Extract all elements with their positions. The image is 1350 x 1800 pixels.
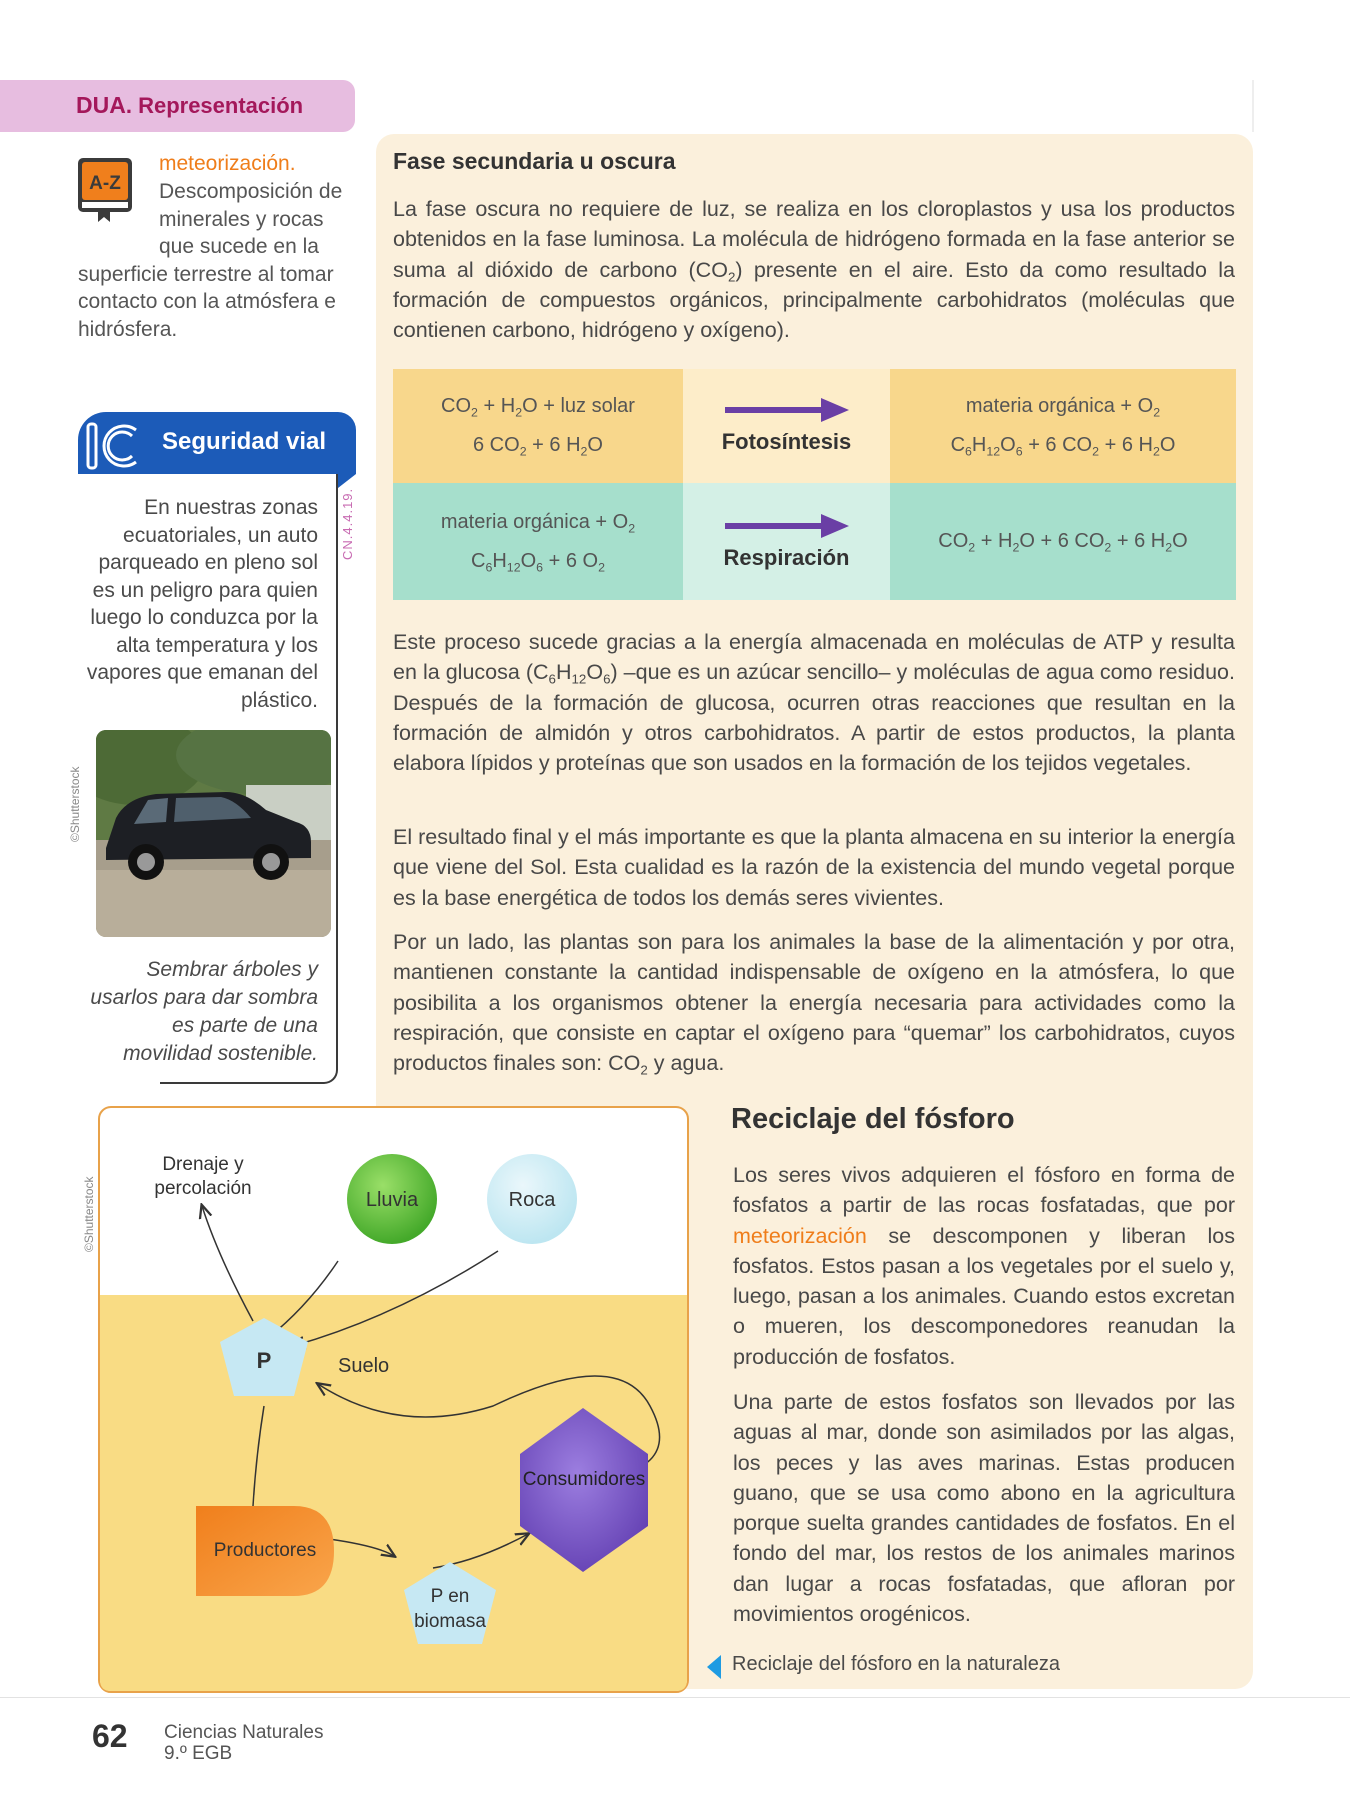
- eq-line: $CO_2 + H_2O$ + luz solar: [441, 395, 635, 420]
- book-title: [164, 1722, 323, 1764]
- section-title: Fase secundaria u oscura: [393, 148, 676, 174]
- figure-caption: Reciclaje del fósforo en la naturaleza: [732, 1653, 1060, 1675]
- paragraph-energy: El resultado final y el más importante es que la planta almacena en su interior la energía que viene del Sol. Esta cualidad es la razón de la existencia del mundo vegetal porque es la base energética de todos los demás seres vivientes.: [393, 825, 1235, 910]
- respiration-process: [683, 483, 890, 600]
- phosphorus-cycle-diagram: [98, 1106, 690, 1694]
- car-photo: [96, 730, 331, 937]
- dua-title: DUA: [76, 92, 126, 118]
- eq-line: materia orgánica + $O_2$: [440, 510, 636, 535]
- diagram-credit: ©Shutterstock: [82, 1176, 96, 1252]
- glossary-term: meteorización.: [159, 152, 296, 175]
- book-name: Ciencias Naturales: [164, 1722, 324, 1743]
- p-label: P: [256, 1348, 272, 1373]
- page-number: 62: [92, 1718, 128, 1754]
- glossary-definition-text: Descomposición de minerales y rocas que sucede en la superficie terrestre al tomar contacto con la atmósfera e hidrósfera.: [78, 180, 343, 341]
- page-edge: [1252, 80, 1254, 132]
- arrow-right-icon: [725, 513, 849, 539]
- producers-label: Productores: [213, 1540, 317, 1561]
- rock-label: Roca: [508, 1189, 556, 1211]
- consumers-label: Consumidores: [522, 1469, 646, 1490]
- footer-divider: [0, 1697, 1350, 1698]
- paragraph-atp: Este proceso sucede gracias a la energía almacenada en moléculas de ATP y resulta en la glucosa $(C_6H_{12}O_6)$ –que es un azúcar sencillo– y moléculas de agua como residuo. Después de la formación de glucosa, ocurren otras reacciones que resultan en la formación de almidón y otros carbohidratos. A partir de estos productos, la planta elabora lípidos y proteínas que son usados en la formación de los tejidos vegetales.: [393, 630, 1235, 776]
- biomass-label: P en: [430, 1586, 470, 1607]
- photosynthesis-process: [683, 369, 890, 483]
- eq-line: materia orgánica + $O_2$: [965, 395, 1161, 420]
- glossary-link[interactable]: meteorización: [733, 1223, 867, 1248]
- dua-subtitle: . Representación: [125, 93, 304, 118]
- safety-tab: [78, 412, 356, 474]
- ic-logo-icon: [84, 420, 144, 472]
- soil-label: Suelo: [338, 1355, 390, 1377]
- biomass-label: biomasa: [414, 1611, 486, 1632]
- eq-line: $C_6H_{12}O_6 + 6$ $CO_2 + 6$ $H_2O$: [950, 434, 1176, 459]
- paragraph-dark-phase: La fase oscura no requiere de luz, se realiza en los cloroplastos y usa los productos obtenidos en la fase luminosa. La molécula de hidrógeno formada en la fase anterior se suma al dióxido de carbono $(CO_2)$ presente en el aire. Esto da como resultado la formación de compuestos orgánicos, principalmente carbohidratos (moléculas que contienen carbono, hidrógeno y oxígeno).: [393, 197, 1235, 343]
- safety-title: Seguridad vial: [162, 428, 327, 455]
- drainage-label: percolación: [154, 1178, 252, 1199]
- photosynthesis-label: Fotosíntesis: [721, 429, 852, 454]
- paragraph-phosphates: Los seres vivos adquieren el fósforo en forma de fosfatos a partir de las rocas fosfatadas, que por meteorización se descomponen y liberan los fosfatos. Estos pasan a los vegetales por el suelo y, luego, pasan a los animales. Cuando estos excretan o mueren, los descomponedores reanudan la producción de fosfatos.: [733, 1163, 1235, 1369]
- caption-triangle-icon: [707, 1655, 721, 1679]
- eq-line: $CO_2 + H_2O + 6$ $CO_2 + 6$ $H_2O$: [938, 530, 1188, 555]
- arrow-right-icon: [725, 397, 849, 423]
- safety-text: En nuestras zonas ecuatoriales, un auto parqueado en pleno sol es un peligro para quien luego lo conduzca por la alta temperatura y los vapores que emanan del plástico.: [86, 496, 318, 712]
- photosynthesis-reactants: [393, 369, 683, 483]
- drainage-label: Drenaje y: [162, 1154, 244, 1175]
- photo-caption: Sembrar árboles y usarlos para dar sombra es parte de una movilidad sostenible.: [90, 958, 318, 1065]
- book-grade: 9.º EGB: [164, 1743, 233, 1764]
- respiration-products: [890, 483, 1236, 600]
- safety-corner: [338, 474, 356, 488]
- paragraph-sea: Una parte de estos fosfatos son llevados por las aguas al mar, donde son asimilados por las algas, los peces y las aves marinas. Estas producen guano, que se usa como abono en la agricultura porque suelta grandes cantidades de fosfatos. En el fondo del mar, los restos de los animales marinos dan lugar a rocas fosfatadas, que afloran por movimientos orogénicos.: [733, 1390, 1235, 1627]
- equation-table: [393, 369, 1236, 600]
- safety-code: CN.4.4.19.: [340, 487, 355, 560]
- glossary-definition: [78, 178, 350, 343]
- photo-credit: ©Shutterstock: [68, 766, 82, 842]
- eq-line: 6 $CO_2 + 6$ $H_2O$: [473, 434, 603, 459]
- respiration-label: Respiración: [723, 544, 850, 570]
- az-icon-label: A-Z: [89, 173, 121, 194]
- photosynthesis-products: [890, 369, 1236, 483]
- dua-header: [0, 80, 355, 132]
- paragraph-oxygen: Por un lado, las plantas son para los animales la base de la alimentación y por otra, mantienen constante la cantidad indispensable de oxígeno en la atmósfera, lo que posibilita a los organismos obtener la energía necesaria para actividades como la respiración, que consiste en captar el oxígeno para “quemar” los carbohidratos, cuyos productos finales son: $CO_2$ y agua.: [393, 930, 1235, 1078]
- respiration-reactants: [393, 483, 683, 600]
- rain-label: Lluvia: [365, 1189, 419, 1211]
- recycle-title: Reciclaje del fósforo: [731, 1103, 1015, 1135]
- eq-line: $C_6H_{12}O_6 + 6$ $O_2$: [470, 549, 605, 574]
